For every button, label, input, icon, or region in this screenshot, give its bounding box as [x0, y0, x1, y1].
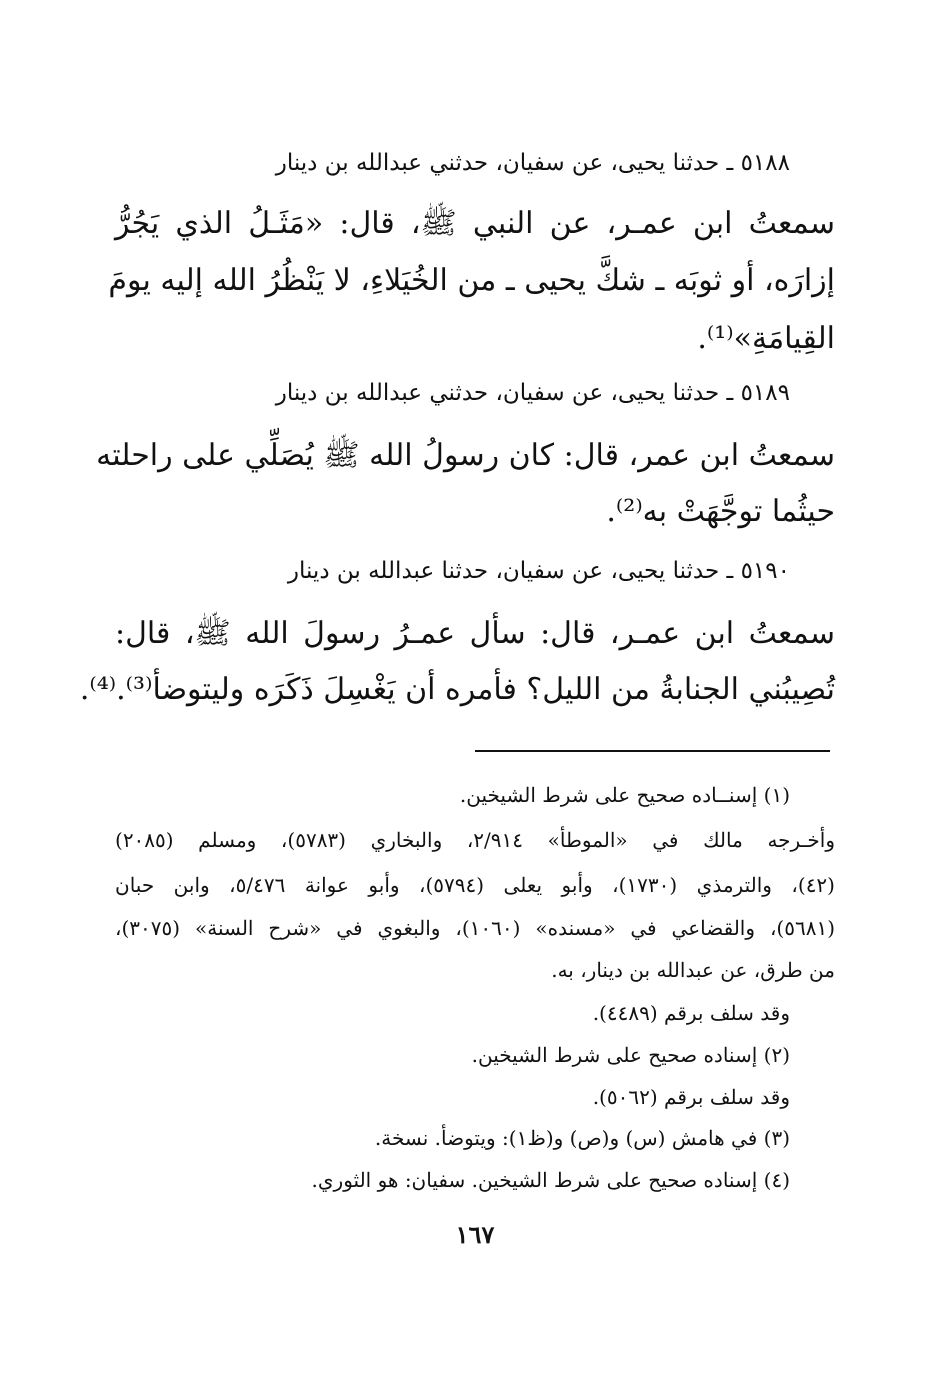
- page-number: ١٦٧: [455, 1220, 495, 1249]
- footnote-4: (٤) إسناده صحيح على شرط الشيخين. سفيان: هو الثوري.: [311, 1168, 790, 1192]
- footnote-1: (١) إسنــاده صحيح على شرط الشيخين.: [459, 783, 790, 807]
- footnote-separator: [475, 750, 830, 752]
- footnote-2: (٢) إسناده صحيح على شرط الشيخين.: [471, 1043, 790, 1067]
- footnote-1-detail-line-4: من طرق، عن عبدالله بن دينار، به.: [551, 958, 835, 982]
- footnote-1-reference: وقد سلف برقم (٤٤٨٩).: [592, 1001, 790, 1025]
- footnote-3: (٣) في هامش (س) و(ص) و(ظ١): ويتوضأ. نسخة.: [374, 1126, 790, 1150]
- hadith-5188-line-1: سمعتُ ابن عمـر، عن النبي ﷺ، قال: «مَثَـلُ الذي يَجُرُّ: [115, 206, 835, 241]
- hadith-5189-line-1: سمعتُ ابن عمر، قال: كان رسولُ الله ﷺ يُصَلِّي على راحلته: [96, 438, 835, 473]
- hadith-5188-line-2: إزارَه، أو ثوبَه ـ شكَّ يحيى ـ من الخُيَلاءِ، لا يَنْظُرُ الله إليه يومَ: [108, 263, 835, 298]
- hadith-5189-line-2: حيثُما توجَّهَتْ به⁽²⁾.: [606, 494, 835, 529]
- hadith-5190-line-2: تُصِيبُني الجنابةُ من الليل؟ فأمره أن يَغْسِلَ ذَكَرَه وليتوضأ⁽³⁾.⁽⁴⁾.: [79, 672, 835, 707]
- footnote-1-detail-line-1: وأخـرجه مالك في «الموطأ» ٢/٩١٤، والبخاري (٥٧٨٣)، ومسلم (٢٠٨٥): [115, 828, 835, 852]
- hadith-5188-header: ٥١٨٨ ـ حدثنا يحيى، عن سفيان، حدثني عبدالله بن دينار: [275, 150, 790, 176]
- hadith-5189-header: ٥١٨٩ ـ حدثنا يحيى، عن سفيان، حدثني عبدالله بن دينار: [275, 380, 790, 406]
- footnote-1-detail-line-2: (٤٢)، والترمذي (١٧٣٠)، وأبو يعلى (٥٧٩٤)، وأبو عوانة ٥/٤٧٦، وابن حبان: [115, 873, 835, 897]
- hadith-5190-header: ٥١٩٠ ـ حدثنا يحيى، عن سفيان، حدثنا عبدالله بن دينار: [287, 558, 790, 584]
- hadith-5190-line-1: سمعتُ ابن عمـر، قال: سأل عمـرُ رسولَ الله ﷺ، قال:: [115, 616, 835, 651]
- hadith-5188-line-3: القِيامَةِ»⁽¹⁾.: [697, 321, 835, 356]
- footnote-2-reference: وقد سلف برقم (٥٠٦٢).: [592, 1085, 790, 1109]
- footnote-1-detail-line-3: (٥٦٨١)، والقضاعي في «مسنده» (١٠٦٠)، والبغوي في «شرح السنة» (٣٠٧٥)،: [115, 916, 836, 940]
